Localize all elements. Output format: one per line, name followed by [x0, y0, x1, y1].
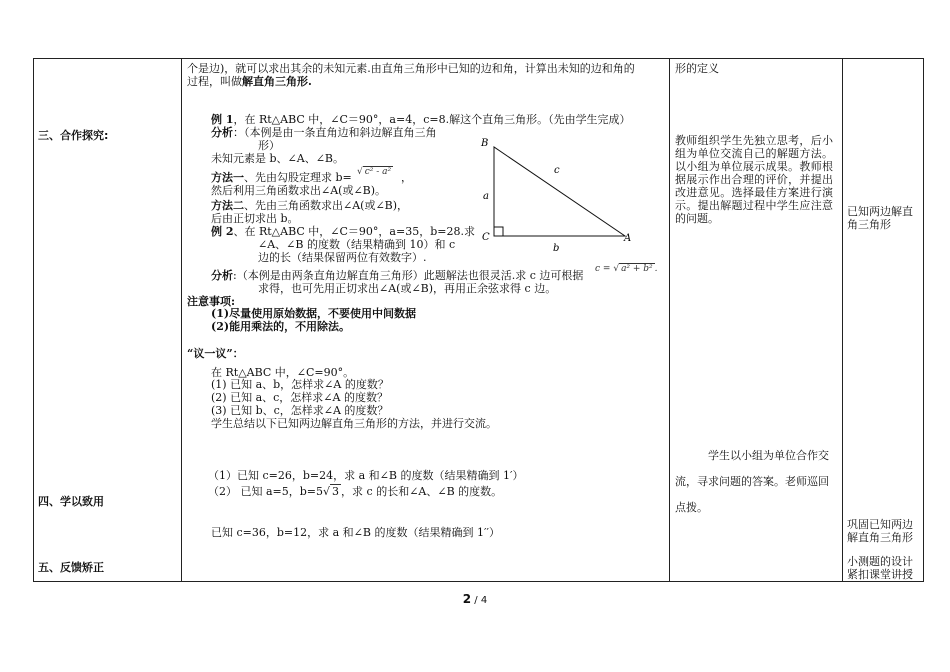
teacher-activity-fragment: 形的定义	[675, 62, 719, 75]
method-1: 方法一、先由勾股定理求 b=	[211, 171, 352, 184]
vertex-label-b: B	[481, 138, 489, 149]
right-triangle-figure	[478, 136, 638, 256]
side-label-a: a	[483, 191, 489, 202]
example-2-cont: 边的长（结果保留两位有效数字）.	[258, 251, 427, 264]
unknown-elements: 未知元素是 b、∠A、∠B。	[211, 152, 344, 165]
analysis-2: 分析:（本例是由两条直角边解直角三角形）此题解法也很灵活.求 c 边可根据	[211, 269, 584, 282]
pythagoras-formula: √ c² - a²	[357, 167, 392, 177]
notes-title: 注意事项:	[187, 295, 236, 308]
discussion-question: (1) 已知 a、b，怎样求∠A 的度数？	[211, 378, 389, 391]
feedback-question: 已知 c=36，b=12，求 a 和∠B 的度数（结果精确到 1′′）	[211, 526, 500, 539]
analysis-1: 分析：（本例是由一条直角边和斜边解直角三角	[211, 126, 437, 139]
note-item: (2)能用乘法的，不用除法。	[211, 320, 351, 333]
section-cooperative-inquiry: 三、合作探究:	[38, 129, 109, 142]
vertex-label-a: A	[624, 233, 632, 244]
section-feedback: 五、反馈矫正	[38, 561, 104, 574]
example-2: 例 2、在 Rt△ABC 中，∠C＝90°，a=35，b=28.求	[211, 225, 475, 238]
discussion-intro: 在 Rt△ABC 中，∠C=90°。	[211, 366, 355, 379]
side-label-c: c	[554, 165, 560, 176]
application-question: （2） 已知 a=5，b=5√ 3 ，求 c 的长和∠A、∠B 的度数。	[208, 485, 503, 498]
page-number: 2 / 4	[462, 592, 488, 606]
vertex-label-c: C	[482, 232, 490, 243]
example-2-cont: ∠A、∠B 的度数（结果精确到 10）和 c	[258, 238, 456, 251]
column-divider	[669, 59, 670, 581]
method-2: 方法二、先由三角函数求出∠A(或∠B)，	[211, 199, 409, 212]
column-divider	[842, 59, 843, 581]
application-question: （1）已知 c=26，b=24，求 a 和∠B 的度数（结果精确到 1′）	[208, 469, 524, 482]
teacher-activity: 教师组织学生先独立思考，后小组为单位交流自己的解题方法。以小组为单位展示成果。教师根据展示作出合理的评价，并提出改进意见。选择最佳方案进行演示。提出解题过程中学生应注意的问题。	[675, 134, 833, 225]
design-purpose: 小测题的设计紧扣课堂讲授	[847, 555, 913, 581]
discussion-title: “议一议”：	[187, 347, 244, 360]
triangle-outline	[494, 147, 625, 236]
example-1: 例 1，在 Rt△ABC 中，∠C＝90°，a=4，c=8.解这个直角三角形。（先由学生完成）	[211, 113, 631, 126]
note-item: (1)尽量使用原始数据，不要使用中间数据	[211, 307, 417, 320]
intro-line: 个是边)，就可以求出其余的未知元素.由直角三角形中已知的边和角，计算出未知的边和角的	[187, 62, 635, 75]
discussion-question: (3) 已知 b、c，怎样求∠A 的度数？	[211, 404, 389, 417]
analysis-1-cont: 形）	[258, 139, 280, 152]
design-purpose: 已知两边解直角三角形	[847, 205, 913, 231]
hypotenuse-formula: c = √ a² + b² .	[595, 264, 658, 274]
analysis-2-cont: 求得，也可先用正切求出∠A(或∠B)，再用正余弦求得 c 边。	[258, 282, 557, 295]
discussion-question: (2) 已知 a、c，怎样求∠A 的度数？	[211, 391, 388, 404]
design-purpose: 巩固已知两边解直角三角形	[847, 518, 913, 544]
intro-line: 过程，叫做解直角三角形.	[187, 75, 312, 88]
method-1-tail: ，	[401, 171, 412, 184]
student-activity: 学生以小组为单位合作交流，寻求问题的答案。老师巡回点拨。	[675, 449, 829, 514]
discussion-summary: 学生总结以下已知两边解直角三角形的方法，并进行交流。	[211, 417, 497, 430]
side-label-b: b	[553, 243, 560, 254]
section-application: 四、学以致用	[38, 495, 104, 508]
column-divider	[181, 59, 182, 581]
right-angle-marker	[494, 227, 503, 236]
method-2-cont: 后由正切求出 b。	[211, 212, 299, 225]
method-1-cont: 然后利用三角函数求出∠A(或∠B)。	[211, 184, 387, 197]
